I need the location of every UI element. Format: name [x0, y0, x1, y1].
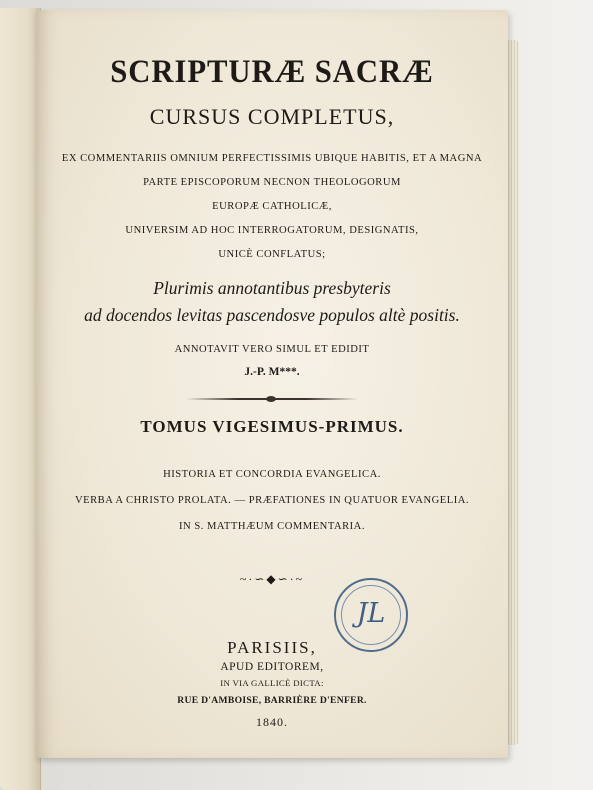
main-title: SCRIPTURÆ SACRÆ — [110, 54, 434, 90]
subtitle-line: UNIVERSIM AD HOC INTERROGATORUM, DESIGNATIS, — [125, 225, 419, 236]
annotavit-line: ANNOTAVIT VERO SIMUL ET EDIDIT — [174, 344, 370, 355]
sub-title: CURSUS COMPLETUS, — [149, 104, 395, 129]
italic-line: ad docendos levitas pascendosve populos altè positis. — [84, 305, 460, 325]
subtitle-line: PARTE EPISCOPORUM NECNON THEOLOGORUM — [143, 177, 401, 188]
subtitle-line: EUROPÆ CATHOLICÆ, — [212, 201, 332, 212]
imprint-publisher: APUD EDITOREM, — [220, 661, 324, 673]
editor-name: J.-P. M***. — [244, 366, 300, 378]
imprint-city: PARISIIS, — [227, 638, 317, 657]
title-page — [36, 10, 508, 758]
volume-title: TOMUS VIGESIMUS-PRIMUS. — [140, 417, 404, 436]
imprint-street: IN VIA GALLICÈ DICTA: — [220, 678, 324, 688]
ornament-divider: ~·∽◆∽·~ — [239, 572, 305, 586]
divider-rule — [186, 398, 358, 400]
contents-line: HISTORIA ET CONCORDIA EVANGELICA. — [163, 469, 381, 480]
imprint-address: RUE D'AMBOISE, BARRIÈRE D'ENFER. — [177, 695, 367, 706]
contents-line: VERBA A CHRISTO PROLATA. — PRÆFATIONES IN QUATUOR EVANGELIA. — [74, 495, 470, 506]
left-page-edge — [0, 8, 41, 790]
imprint-year: 1840. — [256, 715, 288, 729]
italic-line: Plurimis annotantibus presbyteris — [153, 278, 391, 298]
contents-line: IN S. MATTHÆUM COMMENTARIA. — [179, 521, 365, 532]
library-stamp: JL — [334, 578, 408, 652]
subtitle-line: EX COMMENTARIIS OMNIUM PERFECTISSIMIS UBIQUE HABITIS, ET A MAGNA — [61, 153, 483, 164]
subtitle-line: UNICÈ CONFLATUS; — [218, 249, 326, 260]
